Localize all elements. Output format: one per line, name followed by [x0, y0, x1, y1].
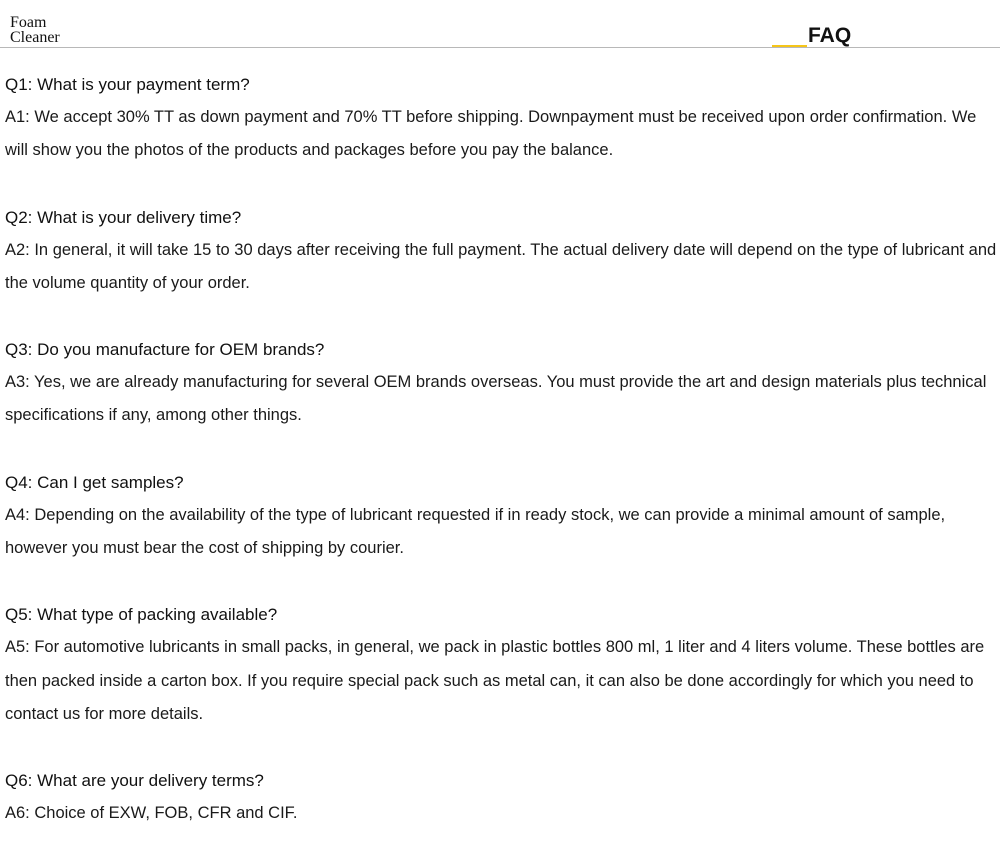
faq-answer: A3: Yes, we are already manufacturing for several OEM brands overseas. You must provide the art and design materials plus technical specifications if any, among other things.	[5, 373, 987, 425]
faq-item-5	[5, 598, 1000, 764]
faq-question: Q1: What is your payment term?	[5, 75, 250, 94]
page-header	[0, 0, 1000, 49]
brand-line-1: Foam	[10, 14, 47, 31]
faq-item-3	[5, 333, 1000, 466]
header-divider	[0, 47, 1000, 48]
faq-answer: A2: In general, it will take 15 to 30 days after receiving the full payment. The actual delivery date will depend on the type of lubricant and the volume quantity of your order.	[5, 240, 997, 292]
faq-item-4	[5, 466, 1000, 599]
faq-item-2	[5, 201, 1000, 334]
page-title: FAQ	[808, 24, 852, 47]
faq-answer: A4: Depending on the availability of the type of lubricant requested if in ready stock, we can provide a minimal amount of sample, however you must bear the cost of shipping by courier.	[5, 505, 946, 557]
faq-answer: A5: For automotive lubricants in small packs, in general, we pack in plastic bottles 800 ml, 1 liter and 4 liters volume. These bottles are then packed inside a carton box. If you require special pack such as metal can, it can also be done accordingly for which you need to contact us for more details.	[5, 638, 985, 723]
faq-question: Q2: What is your delivery time?	[5, 207, 242, 227]
faq-question: Q4: Can I get samples?	[5, 472, 184, 492]
faq-answer: A1: We accept 30% TT as down payment and 70% TT before shipping. Downpayment must be received upon order confirmation. We will show you the photos of the products and packages before you pay the balance.	[5, 108, 977, 160]
faq-list	[5, 68, 1000, 844]
faq-question: Q6: What are your delivery terms?	[5, 771, 264, 791]
faq-item-1	[5, 68, 1000, 201]
faq-question: Q5: What type of packing available?	[5, 605, 278, 625]
faq-item-6	[5, 764, 1000, 844]
brand-logo-text	[10, 15, 60, 45]
faq-question: Q3: Do you manufacture for OEM brands?	[5, 340, 325, 360]
brand-line-2: Cleaner	[10, 29, 60, 46]
faq-answer: A6: Choice of EXW, FOB, CFR and CIF.	[5, 804, 298, 823]
